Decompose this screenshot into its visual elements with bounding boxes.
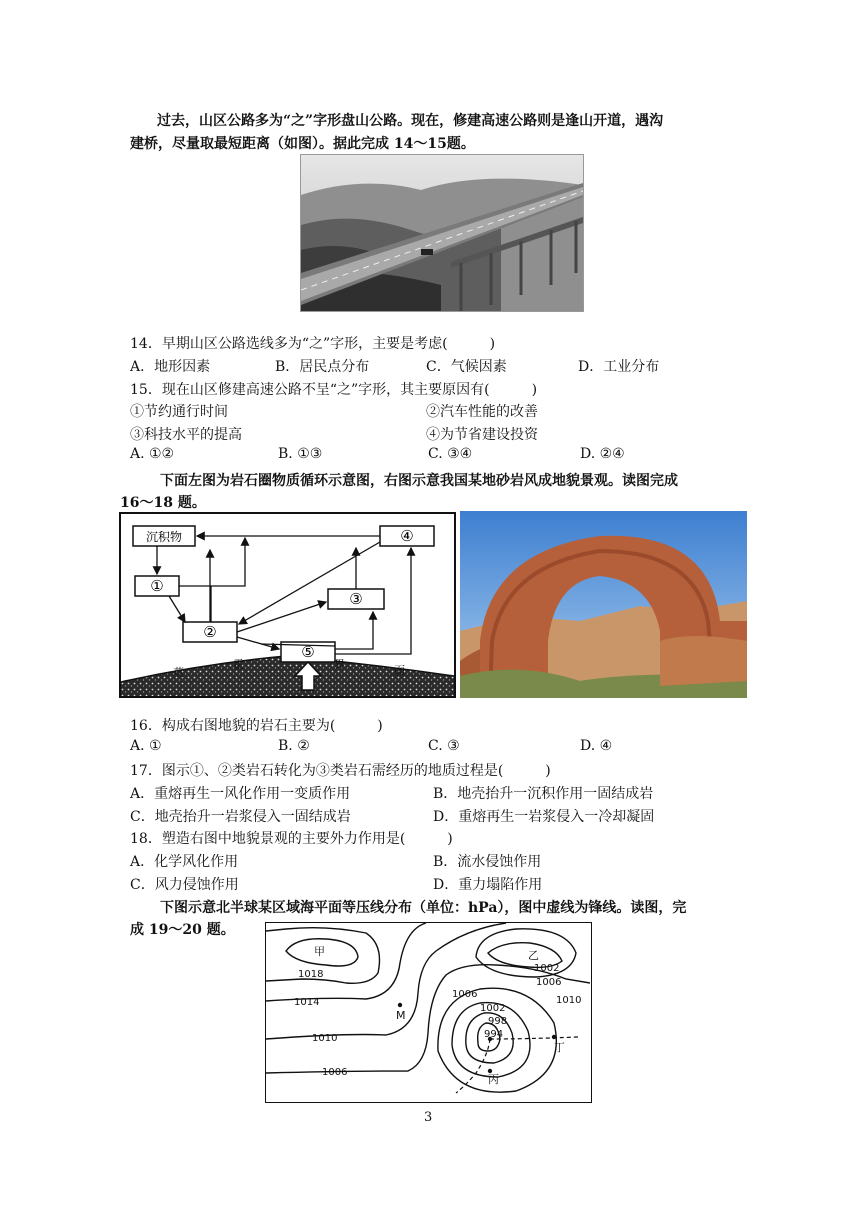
q17-stem: 17．图示①、②类岩石转化为③类岩石需经历的地质过程是( ) — [130, 763, 551, 779]
label-rock-4: ④ — [400, 527, 414, 545]
intro2-line1: 下面左图为岩石圈物质循环示意图，右图示意我国某地砂岩风成地貌景观。读图完成 — [160, 473, 678, 489]
highway-photo — [300, 154, 584, 312]
label-1018: 1018 — [298, 969, 324, 980]
q18-option-d[interactable]: D．重力塌陷作用 — [433, 877, 543, 893]
label-rock-2: ② — [203, 623, 217, 641]
intro3-line2: 成 19～20 题。 — [130, 922, 235, 938]
label-rock-3: ③ — [349, 590, 363, 608]
q14-option-b[interactable]: B．居民点分布 — [275, 359, 370, 375]
q15-option-a[interactable]: A. ①② — [130, 446, 175, 462]
label-bing: 丙 — [488, 1073, 499, 1086]
page-number: 3 — [424, 1110, 433, 1125]
label-1002-b: 1002 — [480, 1003, 506, 1014]
q18-option-b[interactable]: B．流水侵蚀作用 — [433, 854, 542, 870]
label-1006-c: 1006 — [536, 977, 562, 988]
label-1014: 1014 — [294, 997, 320, 1008]
isobar-map — [265, 922, 592, 1103]
q14-stem: 14．早期山区公路选线多为“之”字形，主要是考虑( ) — [130, 336, 496, 352]
q18-option-a[interactable]: A．化学风化作用 — [130, 854, 239, 870]
label-magma-5: ⑤ — [301, 643, 315, 661]
q15-item-1: ①节约通行时间 — [130, 404, 228, 420]
q16-option-c[interactable]: C. ③ — [428, 738, 460, 754]
q15-item-4: ④为节省建设投资 — [426, 427, 538, 443]
label-moho-4: 面 — [394, 664, 405, 677]
q15-option-d[interactable]: D. ②④ — [580, 446, 625, 462]
intro1-line2: 建桥，尽量取最短距离（如图）。据此完成 14～15题。 — [130, 136, 475, 152]
label-moho-3: 界 — [334, 658, 345, 671]
label-moho-1: 莫 — [173, 666, 184, 679]
label-1010-b: 1010 — [556, 995, 582, 1006]
label-sediment: 沉积物 — [145, 530, 183, 544]
q15-option-b[interactable]: B. ①③ — [278, 446, 323, 462]
q14-option-d[interactable]: D．工业分布 — [578, 359, 660, 375]
q16-option-b[interactable]: B. ② — [278, 738, 310, 754]
intro2-line2: 16～18 题。 — [120, 495, 206, 511]
q15-stem: 15．现在山区修建高速公路不呈“之”字形，其主要原因有( ) — [130, 382, 538, 398]
q17-option-c[interactable]: C．地壳抬升一岩浆侵入一固结成岩 — [130, 809, 351, 825]
q16-option-d[interactable]: D. ④ — [580, 738, 613, 754]
label-yi: 乙 — [528, 949, 539, 962]
q14-option-a[interactable]: A．地形因素 — [130, 359, 211, 375]
q18-stem: 18．塑造右图中地貌景观的主要外力作用是( ) — [130, 831, 453, 847]
rock-cycle-diagram — [119, 512, 456, 698]
q15-item-2: ②汽车性能的改善 — [426, 404, 538, 420]
label-994: 994 — [484, 1029, 504, 1040]
label-m: M — [396, 1009, 406, 1022]
sandstone-arch-photo — [460, 511, 747, 698]
label-1006-a: 1006 — [322, 1067, 348, 1078]
label-998: 998 — [488, 1016, 508, 1027]
q18-option-c[interactable]: C．风力侵蚀作用 — [130, 877, 239, 893]
q14-option-c[interactable]: C．气候因素 — [426, 359, 507, 375]
label-1002-a: 1002 — [534, 963, 560, 974]
label-rock-1: ① — [150, 577, 164, 595]
label-ding: 丁 — [554, 1041, 565, 1054]
intro1-line1: 过去，山区公路多为“之”字形盘山公路。现在，修建高速公路则是逢山开道，遇沟 — [157, 113, 664, 129]
q15-option-c[interactable]: C. ③④ — [428, 446, 473, 462]
q17-option-a[interactable]: A．重熔再生一风化作用一变质作用 — [130, 786, 351, 802]
q15-item-3: ③科技水平的提高 — [130, 427, 242, 443]
label-1010-a: 1010 — [312, 1033, 338, 1044]
q17-option-d[interactable]: D．重熔再生一岩浆侵入一冷却凝固 — [433, 809, 655, 825]
label-jia: 甲 — [314, 945, 325, 958]
intro3-line1: 下图示意北半球某区域海平面等压线分布（单位：hPa），图中虚线为锋线。读图，完 — [160, 900, 687, 916]
q16-option-a[interactable]: A. ① — [130, 738, 162, 754]
q16-stem: 16．构成右图地貌的岩石主要为( ) — [130, 718, 383, 734]
q17-option-b[interactable]: B．地壳抬升一沉积作用一固结成岩 — [433, 786, 654, 802]
label-moho-2: 霍 — [233, 658, 244, 671]
label-1006-b: 1006 — [452, 989, 478, 1000]
